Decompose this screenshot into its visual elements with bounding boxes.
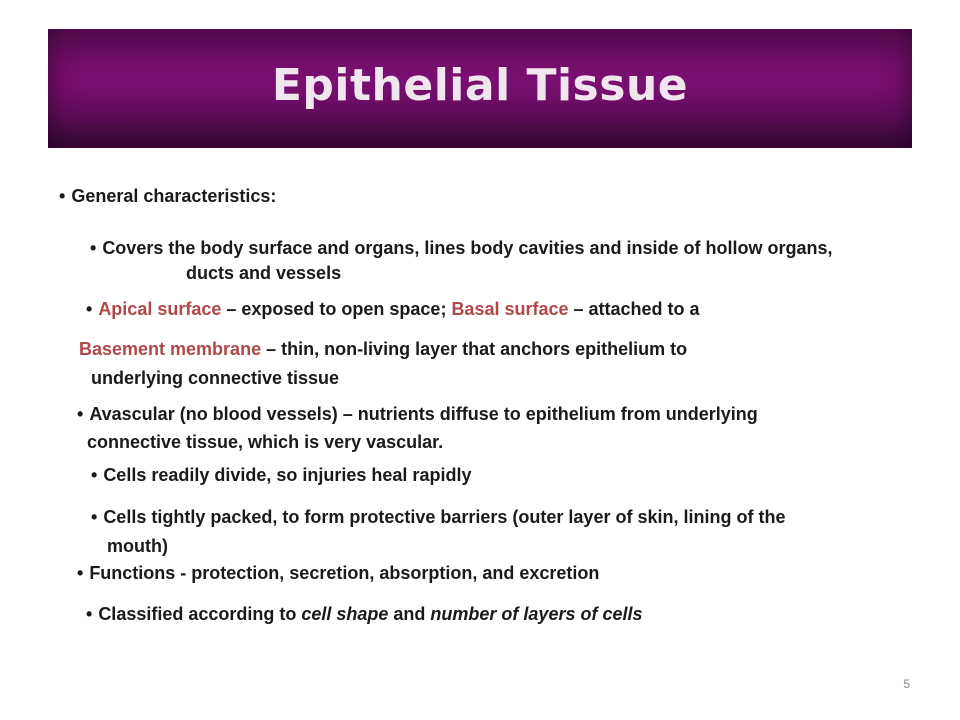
- apical-surface-desc: – exposed to open space;: [221, 299, 452, 319]
- bullet-icon: •: [77, 563, 84, 583]
- bullet-icon: •: [86, 299, 93, 319]
- covers-text-line2: ducts and vessels: [186, 263, 342, 283]
- bullet-general-characteristics: [59, 184, 276, 208]
- classified-layers: number of layers of cells: [430, 604, 643, 624]
- covers-text-line1: Covers the body surface and organs, lines body cavities and inside of hollow organs,: [102, 238, 833, 258]
- cells-divide-text: Cells readily divide, so injuries heal rapidly: [103, 465, 472, 485]
- bullet-icon: •: [90, 238, 97, 258]
- cells-packed-text-line1: Cells tightly packed, to form protective barriers (outer layer of skin, lining of the: [103, 507, 786, 527]
- bullet-icon: •: [91, 465, 98, 485]
- apical-surface-term: Apical surface: [98, 299, 222, 319]
- basal-surface-term: Basal surface: [451, 299, 569, 319]
- classified-text-mid: and: [388, 604, 431, 624]
- classified-cell-shape: cell shape: [301, 604, 389, 624]
- basal-surface-desc: – attached to a: [568, 299, 700, 319]
- avascular-text-line1: Avascular (no blood vessels) – nutrients diffuse to epithelium from underlying: [89, 404, 758, 424]
- page-number: 5: [903, 677, 910, 691]
- slide-title: Epithelial Tissue: [271, 60, 689, 111]
- functions-text: Functions - protection, secretion, absorption, and excretion: [89, 563, 600, 583]
- avascular-text-line2: connective tissue, which is very vascular.: [87, 432, 444, 452]
- bullet-icon: •: [91, 507, 98, 527]
- bullet-icon: •: [59, 186, 66, 206]
- bullet-covers: [90, 236, 832, 260]
- cells-packed-text-line2: mouth): [107, 536, 168, 556]
- general-characteristics-text: General characteristics:: [71, 186, 277, 206]
- bullet-icon: •: [86, 604, 93, 624]
- bullet-classified: [86, 602, 643, 626]
- basement-membrane-line2: underlying connective tissue: [91, 368, 340, 388]
- bullet-functions: [77, 561, 599, 585]
- bullet-apical-basal: [86, 297, 700, 321]
- bullet-icon: •: [77, 404, 84, 424]
- title-banner: [48, 29, 912, 148]
- bullet-avascular: [77, 402, 758, 426]
- bullet-cells-packed: [91, 505, 785, 529]
- basement-membrane-line1: [79, 337, 687, 361]
- classified-text-pre: Classified according to: [98, 604, 302, 624]
- basement-membrane-term: Basement membrane: [79, 339, 262, 359]
- bullet-cells-divide: [91, 463, 471, 487]
- basement-membrane-desc: – thin, non-living layer that anchors epithelium to: [261, 339, 688, 359]
